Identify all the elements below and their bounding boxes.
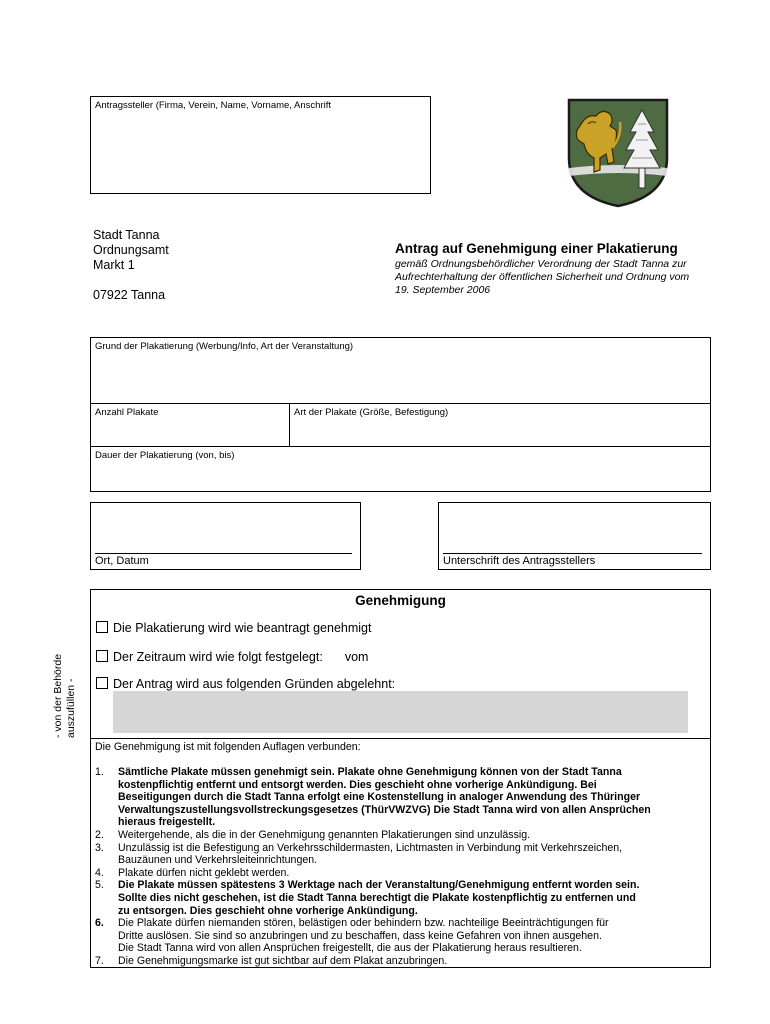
condition-row [95,867,706,880]
approval-heading: Genehmigung [355,593,446,608]
condition-text: hieraus freigestellt. [118,816,216,829]
place-date-line [95,553,352,554]
condition-text: Weitergehende, als die in der Genehmigung genannten Plakatierungen sind unzulässig. [118,828,531,841]
condition-number [95,779,118,792]
condition-row [95,829,706,842]
condition-number [95,816,118,829]
condition-text: zu entsorgen. Dies geschieht ohne vorherige Ankündigung. [118,904,418,917]
side-label-line-2: auszufüllen - [65,678,77,738]
rejection-reason-field[interactable] [113,691,688,733]
condition-row [95,930,706,943]
condition-number [95,892,118,905]
subtitle-line-1: gemäß Ordnungsbehördlicher Verordnung der Stadt Tanna zur [395,258,687,270]
condition-text: kostenpflichtig entfernt und entsorgt werden. Dies geschieht ohne vorherige Ankündigung. Bei [118,778,597,791]
condition-row [95,955,706,968]
signature-label: Unterschrift des Antragsstellers [443,555,596,567]
conditions-list [95,766,706,968]
condition-text: Die Genehmigungsmarke ist gut sichtbar auf dem Plakat anzubringen. [118,954,448,967]
condition-number: 1. [95,766,104,778]
option-period-label: Der Zeitraum wird wie folgt festgelegt: [113,650,323,664]
recipient-address [93,228,169,303]
condition-number [95,854,118,867]
form-subtitle [395,258,689,297]
condition-row [95,791,706,804]
option-rejected-label: Der Antrag wird aus folgenden Gründen abgelehnt: [113,677,396,691]
address-line-3: Markt 1 [93,258,135,272]
condition-text: Die Plakate dürfen niemanden stören, belästigen oder behindern bzw. nachteilige Beeinträchtigungen für [118,917,609,930]
poster-count-label: Anzahl Plakate [95,407,159,418]
condition-row [95,842,706,855]
place-date-field[interactable] [90,502,361,570]
condition-text: Unzulässig ist die Befestigung an Verkehrsschildermasten, Lichtmasten in Verbindung mit Verkehrszeichen, [118,841,623,854]
condition-row [95,905,706,918]
condition-number [95,905,118,918]
condition-row [95,804,706,817]
conditions-intro: Die Genehmigung ist mit folgenden Auflagen verbunden: [95,741,361,753]
coat-of-arms-icon [566,96,670,208]
approval-section [90,589,711,739]
condition-text: Dritte auslösen. Sie sind so anzubringen und zu beschaffen, dass keine Gefahren von ihnen ausgehen. [118,929,602,942]
subtitle-line-2: Aufrechterhaltung der öffentlichen Sicherheit und Ordnung vom [395,271,690,283]
reason-field[interactable] [90,337,711,404]
condition-text: Sämtliche Plakate müssen genehmigt sein. Plakate ohne Genehmigung können von der Stadt Tanna [118,766,622,778]
checkbox-period[interactable] [96,650,108,662]
authority-side-label [52,648,77,738]
condition-number: 6. [95,917,104,930]
condition-text: Plakate dürfen nicht geklebt werden. [118,866,290,879]
condition-number: 2. [95,828,104,841]
condition-number [95,930,118,943]
condition-text: Bauzäunen und Verkehrsleiteinrichtungen. [118,854,318,867]
condition-text: Beseitigungen durch die Stadt Tanna erfolgt eine Kostenstellung in analoger Anwendung des Thüringer [118,791,641,804]
condition-number [95,791,118,804]
condition-number [95,804,118,817]
form-title: Antrag auf Genehmigung einer Plakatierung [395,241,678,256]
option-period[interactable] [96,650,368,664]
option-period-from: vom [344,650,369,664]
condition-row [95,766,706,779]
applicant-label: Antragssteller (Firma, Verein, Name, Vorname, Anschrift [95,100,332,111]
condition-text: Die Plakate müssen spätestens 3 Werktage nach der Veranstaltung/Genehmigung entfernt worden sein. [118,879,640,892]
condition-number: 3. [95,841,104,854]
condition-number: 5. [95,879,104,892]
condition-row [95,942,706,955]
applicant-box[interactable] [90,96,431,194]
option-rejected[interactable] [96,677,395,691]
reason-label: Grund der Plakatierung (Werbung/Info, Art der Veranstaltung) [95,341,354,352]
poster-type-field[interactable] [289,403,711,447]
condition-text: Sollte dies nicht geschehen, ist die Stadt Tanna berechtigt die Plakate kostenpflichtig zu entfernen und [118,891,636,904]
condition-row [95,892,706,905]
option-approved-label: Die Plakatierung wird wie beantragt genehmigt [113,621,372,635]
signature-field[interactable] [438,502,711,570]
place-date-label: Ort, Datum [95,555,149,567]
poster-type-label: Art der Plakate (Größe, Befestigung) [294,407,449,418]
condition-row [95,854,706,867]
duration-field[interactable] [90,446,711,492]
subtitle-line-3: 19. September 2006 [395,284,491,296]
address-line-1: Stadt Tanna [93,228,160,242]
condition-text: Die Stadt Tanna wird von allen Ansprüchen freigestellt, die aus der Plakatierung heraus resultieren. [118,942,582,955]
address-line-4: 07922 Tanna [93,288,166,302]
option-approved[interactable] [96,621,371,635]
condition-number: 4. [95,866,104,879]
poster-count-field[interactable] [90,403,290,447]
condition-row [95,879,706,892]
address-line-2: Ordnungsamt [93,243,169,257]
checkbox-rejected[interactable] [96,677,108,689]
condition-row [95,917,706,930]
side-label-line-1: - von der Behörde [52,653,64,738]
duration-label: Dauer der Plakatierung (von, bis) [95,450,235,461]
condition-number [95,942,118,955]
condition-text: Verwaltungszustellungsvollstreckungsgesetzes (ThürVWZVG) Die Stadt Tanna wird von allen Ansprüchen [118,803,651,816]
condition-row [95,816,706,829]
signature-line [443,553,702,554]
conditions-section [90,738,711,968]
checkbox-approved[interactable] [96,621,108,633]
condition-number: 7. [95,954,104,967]
condition-row [95,779,706,792]
